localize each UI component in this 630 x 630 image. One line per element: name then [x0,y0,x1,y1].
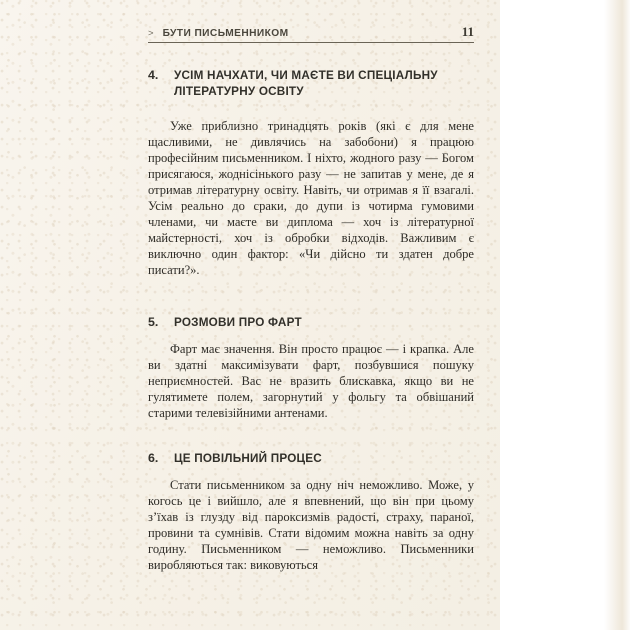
section-number: 4. [148,68,159,82]
page-number: 11 [461,24,474,39]
section-body-5 [148,341,474,421]
paragraph: Фарт має значення. Він просто працює — і крапка. Але ви здатні максимізувати фарт, позбувшися пошуку неприємностей. Вас не вразить блискавка, якщо ви не гулятимете полем, загорнутий у фольгу та обвішаний старими телевізійними антенами. [148,342,474,420]
running-head-title: БУТИ ПИСЬМЕННИКОМ [162,28,289,39]
section-heading-row [148,451,474,467]
running-head [148,25,474,47]
section-number: 5. [148,315,159,329]
section-heading-5 [148,315,474,331]
page-edge-shading [604,0,630,630]
section-heading-4 [148,68,474,100]
section-number: 6. [148,451,159,465]
chevron-right-icon: > [148,28,154,39]
section-body-4 [148,118,474,278]
section-heading-row [148,68,474,100]
section-heading-6 [148,451,474,467]
section-title: РОЗМОВИ ПРО ФАРТ [174,315,302,329]
section-heading-row [148,315,474,331]
paragraph: Уже приблизно тринадцять років (які є для мене щасливими, не дивлячись на забобони) я працюю професійним письменником. І ніхто, жодного разу — Богом присягаюся, жоднісінького разу — не запитав у мене, де я отримав літературну освіту. Навіть, чи отримав я її взагалі. Усім реально до сраки, до дупи із чотирма гумовими членами, чи маєте ви диплома — хоч із літературної майстерності, хоч із обробки відходів. Важливим є виключно один фактор: «Чи дійсно ти здатен добре писати?». [148,119,474,277]
section-title: УСІМ НАЧХАТИ, ЧИ МАЄТЕ ВИ СПЕЦІАЛЬНУ ЛІТЕРАТУРНУ ОСВІТУ [174,68,438,98]
running-head-left [148,28,289,39]
section-title: ЦЕ ПОВІЛЬНИЙ ПРОЦЕС [174,451,322,465]
section-body-6 [148,477,474,573]
running-head-row [148,25,474,43]
paragraph: Стати письменником за одну ніч неможливо. Може, у когось це і вийшло, але я впевнений, що він при цьому з’їхав із глузду від пароксизмів радості, страху, параної, провини та сумнівів. Стати відомим можна навіть за одну годину. Письменником — неможливо. Письменники виробляються так: виковуються [148,478,474,572]
